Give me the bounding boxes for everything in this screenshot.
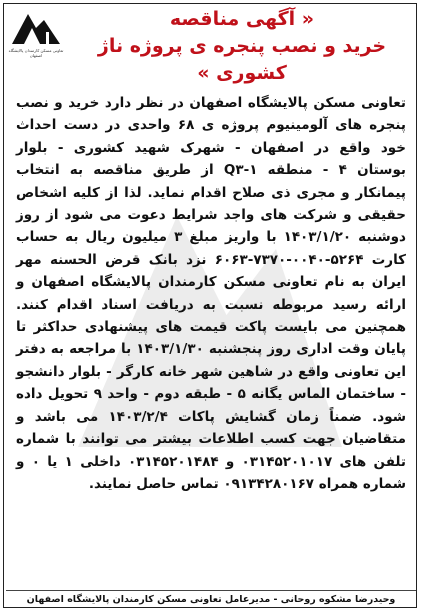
cooperative-logo-icon [6, 6, 66, 54]
notice-title [82, 6, 402, 87]
title-line-1: « آگهی مناقصه [169, 8, 315, 30]
title-line-2: خرید و نصب پنجره ی پروژه ناژ کشوری » [97, 35, 387, 84]
signature: وحیدرضا مشکوه روحانی - مدیرعامل تعاونی مسکن کارمندان پالایشگاه اصفهان [6, 590, 416, 605]
notice-body: تعاونی مسکن پالایشگاه اصفهان در نظر دارد خرید و نصب پنجره های آلومینیوم پروژه ی ۶۸ واحدی در دست احداث خود واقع در اصفهان - شهرک شهید کشوری - بلوار بوستان ۴ - منطقه ۱-Q۳ از طریق مناقصه به انتخاب پیمانکار و مجری ذی صلاح اقدام نماید. لذا از کلیه اشخاص حقیقی و شرکت های واجد شرایط دعوت می شود از روز دوشنبه ۱۴۰۳/۱/۲۰ با واریز مبلغ ۳ میلیون ریال به حساب کارت ۵۲۶۴-۰۰۴۰-۷۳۷۰-۶۰۶۳ نزد بانک قرض الحسنه مهر ایران به نام تعاونی مسکن کارمندان پالایشگاه اصفهان و ارائه رسید مربوطه نسبت به دریافت اسناد اقدام کنند. همچنین می بایست پاکت قیمت های پیشنهادی حداکثر تا پایان وقت اداری روز پنجشنبه ۱۴۰۳/۱/۳۰ با مراجعه به دفتر این تعاونی واقع در شاهین شهر خانه کارگر - بلوار دانشجو - ساختمان الماس یگانه ۵ - طبقه دوم - واحد ۹ تحویل داده شود. ضمناً زمان گشایش پاکات ۱۴۰۳/۲/۴ می باشد و متقاضیان جهت کسب اطلاعات بیشتر می توانند با شماره تلفن های ۰۳۱۴۵۲۰۱۰۱۷ و ۰۳۱۴۵۲۰۱۴۸۴ داخلی ۱ یا ۰ و شماره همراه ۰۹۱۳۴۲۸۰۱۶۷ تماس حاصل نمایند. [16, 95, 407, 492]
logo-caption: تعاونی مسکن کارمندان پالایشگاه اصفهان [8, 48, 64, 58]
